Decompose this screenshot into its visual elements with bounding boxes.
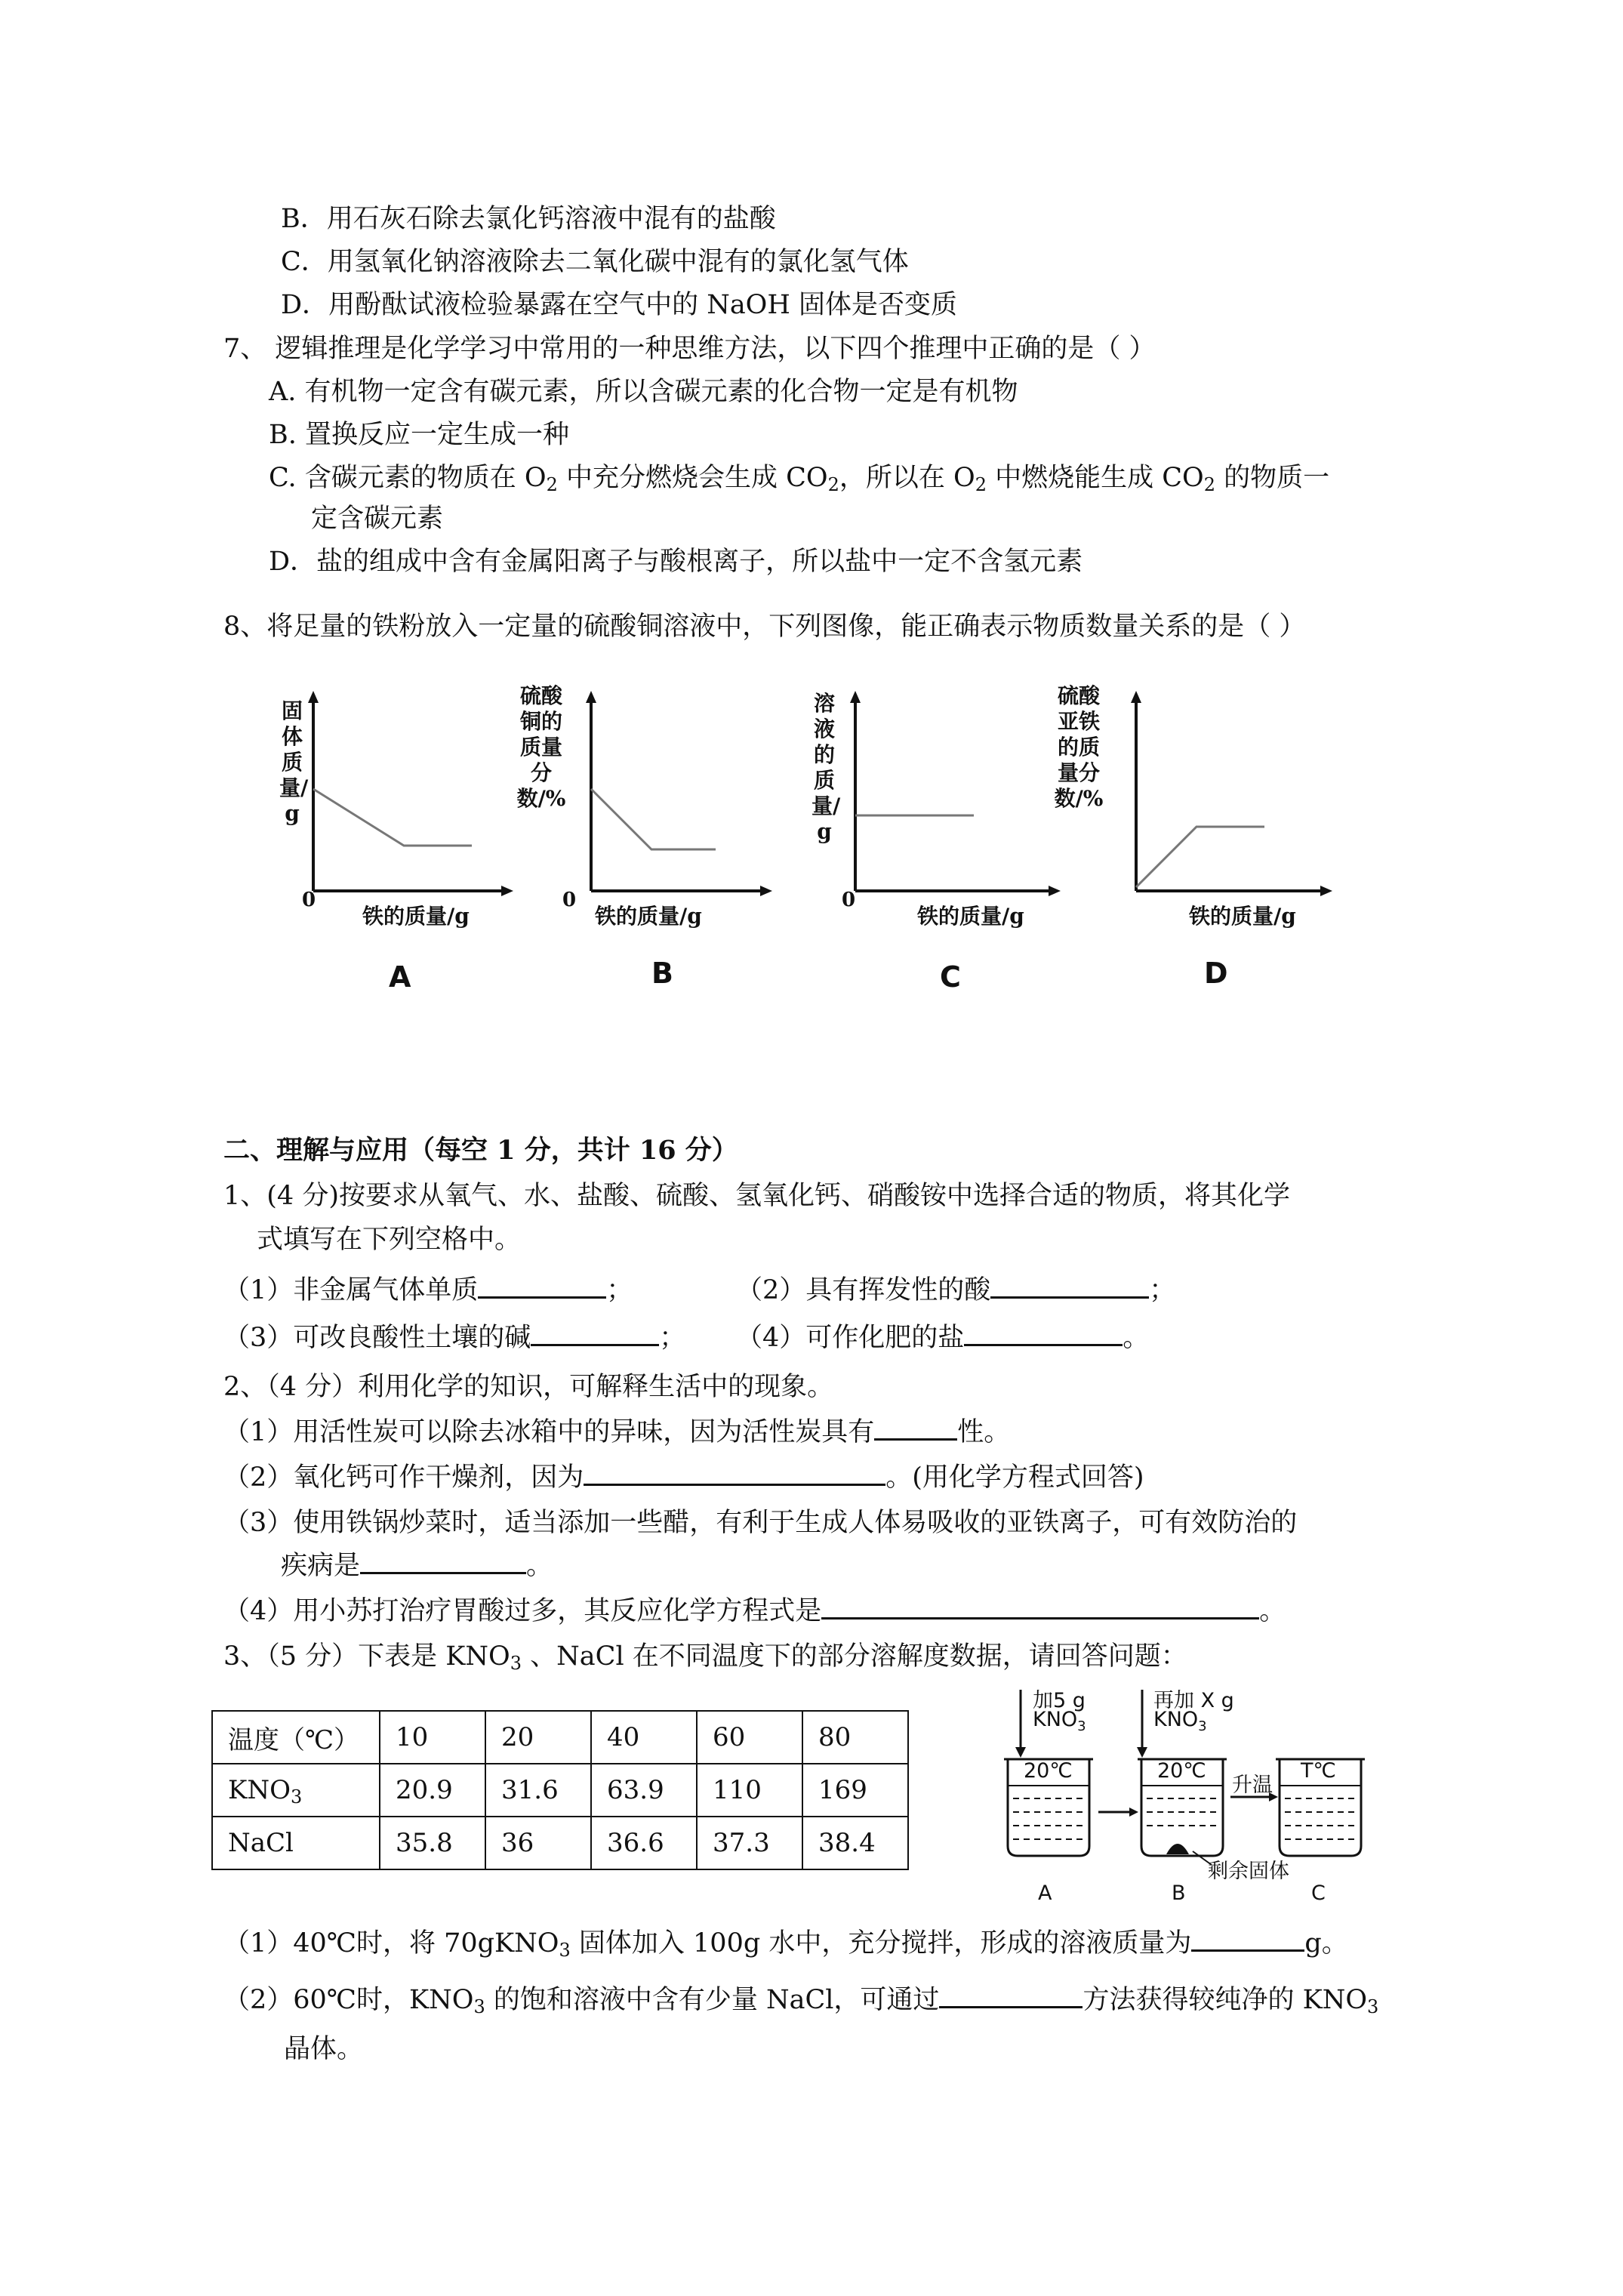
beaker-a-temp: 20℃ bbox=[1024, 1759, 1073, 1783]
heat-label: 升温 bbox=[1232, 1774, 1273, 1797]
beaker-b-label: B bbox=[1172, 1881, 1186, 1905]
s2-q2-part3: （3）使用铁锅炒菜时，适当添加一些醋，有利于生成人体易吸收的亚铁离子，可有效防治的 bbox=[223, 1508, 1298, 1538]
table-cell: 63.9 bbox=[591, 1764, 697, 1817]
graph-d-ylabel: 硫酸亚铁的质量分数/% bbox=[1054, 683, 1104, 811]
s2-q1-part2: （2）具有挥发性的酸 ； bbox=[736, 1275, 1176, 1305]
graph-a-origin: 0 bbox=[302, 889, 316, 911]
graph-a-ylabel: 固体质量/g bbox=[279, 698, 309, 826]
answer-blank[interactable] bbox=[478, 1274, 606, 1299]
answer-blank[interactable] bbox=[939, 1983, 1083, 2008]
s2-q1-line1: 1、(4 分)按要求从氧气、水、盐酸、硫酸、氢氧化钙、硝酸铵中选择合适的物质，将其化学 bbox=[223, 1181, 1290, 1211]
s2-q1-part3: （3）可改良酸性土壤的碱 ； bbox=[223, 1323, 686, 1353]
add1-label: 加5 g bbox=[1033, 1689, 1086, 1712]
answer-blank[interactable] bbox=[1191, 1927, 1304, 1952]
q7-option-a: A. 有机物一定含有碳元素，所以含碳元素的化合物一定是有机物 bbox=[269, 377, 1018, 407]
q6-option-b: B．用石灰石除去氯化钙溶液中混有的盐酸 bbox=[281, 204, 776, 234]
add2-label: 再加 X g bbox=[1153, 1689, 1234, 1712]
add2-formula: $KNO_3$ bbox=[1153, 1708, 1207, 1734]
table-cell: 10 bbox=[380, 1711, 485, 1764]
q6-option-d: D．用酚酞试液检验暴露在空气中的 NaOH 固体是否变质 bbox=[281, 290, 958, 320]
beaker-c-label: C bbox=[1311, 1881, 1326, 1905]
table-row bbox=[212, 1711, 908, 1764]
graph-d-xlabel: 铁的质量/g bbox=[1189, 904, 1296, 929]
s2-q1-part4: （4）可作化肥的盐 。 bbox=[736, 1323, 1150, 1353]
graph-c bbox=[812, 683, 1076, 940]
table-cell: 31.6 bbox=[485, 1764, 591, 1817]
table-row bbox=[212, 1817, 908, 1869]
graph-a-xlabel: 铁的质量/g bbox=[362, 904, 470, 929]
answer-blank[interactable] bbox=[360, 1549, 526, 1574]
s2-q2-part1: （1）用活性炭可以除去冰箱中的异味，因为活性炭具有 性。 bbox=[223, 1417, 1011, 1447]
table-cell: 20.9 bbox=[380, 1764, 485, 1817]
graph-a-letter: A bbox=[389, 960, 411, 994]
table-cell: 36.6 bbox=[591, 1817, 697, 1869]
answer-blank[interactable] bbox=[964, 1321, 1123, 1346]
q7-stem: 7、 逻辑推理是化学学习中常用的一种思维方法，以下四个推理中正确的是（ ） bbox=[223, 334, 1156, 364]
s2-q3-stem: 3、（5 分）下表是 $KNO_3$ 、NaCl 在不同温度下的部分溶解度数据，请回答问题： bbox=[223, 1641, 1187, 1674]
table-cell: 38.4 bbox=[802, 1817, 908, 1869]
table-cell: $KNO_3$ bbox=[212, 1764, 380, 1817]
table-cell: 20 bbox=[485, 1711, 591, 1764]
s2-q2-part3-cont: 疾病是 。 bbox=[281, 1551, 553, 1581]
s2-q3-part2: （2）60℃时，$KNO_3$ 的饱和溶液中含有少量 NaCl，可通过 方法获得较纯净的 $KNO_3$ bbox=[223, 1985, 1379, 2017]
table-cell: 35.8 bbox=[380, 1817, 485, 1869]
experiment-diagram bbox=[974, 1684, 1397, 1910]
table-cell: 80 bbox=[802, 1711, 908, 1764]
graph-b-origin: 0 bbox=[562, 889, 577, 911]
q8-stem: 8、将足量的铁粉放入一定量的硫酸铜溶液中，下列图像，能正确表示物质数量关系的是（ ） bbox=[223, 612, 1306, 642]
solubility-table bbox=[211, 1710, 909, 1870]
graph-b-ylabel: 硫酸铜的质量分数/% bbox=[516, 683, 566, 811]
graph-c-letter: C bbox=[940, 960, 961, 994]
graph-b-letter: B bbox=[651, 957, 673, 990]
graph-d bbox=[1053, 683, 1347, 940]
s2-q1-line2: 式填写在下列空格中。 bbox=[257, 1225, 522, 1255]
graph-b-xlabel: 铁的质量/g bbox=[595, 904, 702, 929]
graph-c-xlabel: 铁的质量/g bbox=[917, 904, 1024, 929]
table-cell: NaCl bbox=[212, 1817, 380, 1869]
beaker-b-temp: 20℃ bbox=[1157, 1759, 1206, 1783]
table-cell: 169 bbox=[802, 1764, 908, 1817]
graph-d-ylabel-col bbox=[1053, 683, 1104, 812]
residue-label: 剩余固体 bbox=[1208, 1860, 1289, 1883]
s2-q3-part2-cont: 晶体。 bbox=[284, 2034, 364, 2064]
q6-option-c: C．用氢氧化钠溶液除去二氧化碳中混有的氯化氢气体 bbox=[281, 247, 909, 277]
table-cell: 温度（℃） bbox=[212, 1711, 380, 1764]
beaker-a-label: A bbox=[1038, 1881, 1052, 1905]
q7-option-c: C. 含碳元素的物质在 $O_2$ 中充分燃烧会生成 $CO_2$，所以在 $O_2$ 中燃烧能生成 $CO_2$ 的物质一 bbox=[269, 463, 1330, 495]
q7-option-d: D．盐的组成中含有金属阳离子与酸根离子，所以盐中一定不含氢元素 bbox=[269, 547, 1083, 577]
answer-blank[interactable] bbox=[584, 1461, 885, 1486]
q7-option-b: B. 置换反应一定生成一种 bbox=[269, 420, 569, 450]
s2-q1-part1: （1）非金属气体单质 ； bbox=[223, 1275, 633, 1305]
table-cell: 60 bbox=[697, 1711, 802, 1764]
graph-c-ylabel: 溶液的质量/g bbox=[812, 691, 841, 844]
beaker-c-temp: T℃ bbox=[1301, 1759, 1336, 1783]
table-cell: 40 bbox=[591, 1711, 697, 1764]
answer-blank[interactable] bbox=[531, 1321, 659, 1346]
table-cell: 110 bbox=[697, 1764, 802, 1817]
answer-blank[interactable] bbox=[821, 1595, 1259, 1620]
graph-d-letter: D bbox=[1204, 957, 1228, 990]
section2-title: 二、理解与应用（每空 1 分，共计 16 分） bbox=[223, 1135, 738, 1166]
table-cell: 37.3 bbox=[697, 1817, 802, 1869]
s2-q2-part2: （2）氧化钙可作干燥剂，因为 。(用化学方程式回答) bbox=[223, 1462, 1144, 1493]
s2-q2-stem: 2、（4 分）利用化学的知识，可解释生活中的现象。 bbox=[223, 1372, 834, 1402]
s2-q3-part1: （1）40℃时，将 70gKNO$_3$ 固体加入 100g 水中，充分搅拌，形成的溶液质量为 g。 bbox=[223, 1928, 1348, 1961]
answer-blank[interactable] bbox=[874, 1416, 957, 1441]
add1-formula: $KNO_3$ bbox=[1033, 1708, 1086, 1734]
graph-b-ylabel-col bbox=[516, 683, 566, 812]
graph-a bbox=[279, 683, 521, 940]
table-row bbox=[212, 1764, 908, 1817]
answer-blank[interactable] bbox=[990, 1274, 1149, 1299]
q7-option-c-continued: 定含碳元素 bbox=[311, 504, 444, 534]
table-cell: 36 bbox=[485, 1817, 591, 1869]
graph-c-origin: 0 bbox=[842, 889, 856, 911]
s2-q2-part4: （4）用小苏打治疗胃酸过多，其反应化学方程式是 。 bbox=[223, 1596, 1286, 1626]
graph-b bbox=[516, 683, 787, 940]
